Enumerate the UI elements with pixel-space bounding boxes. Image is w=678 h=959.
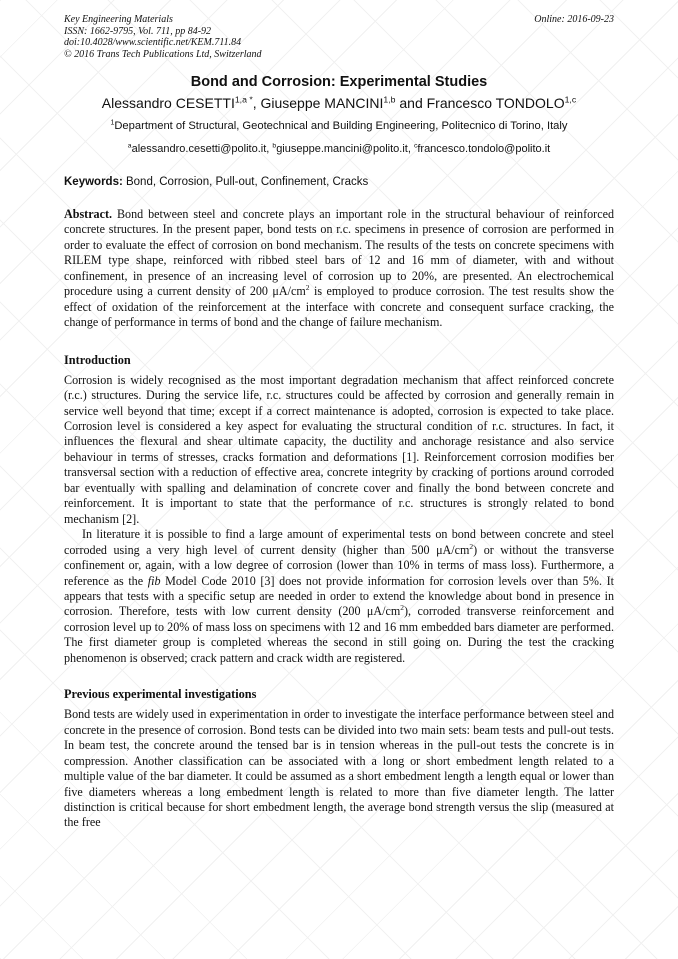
online-date: Online: 2016-09-23 (534, 14, 614, 25)
abstract-text: is employed to produce corrosion. The test results show the effect of oxidation of the reinforcement at the interface with concrete and consequent surface cracking, the change of performance in terms of bond and the change of failure mechanism. (64, 284, 614, 330)
section-heading-previous-investigations: Previous experimental investigations (64, 687, 257, 702)
email-mark: c (413, 142, 418, 150)
superscript: 2 (400, 603, 405, 613)
superscript: 2 (469, 541, 474, 551)
author-affil-mark: 1,c (564, 94, 577, 105)
author-affil-mark: 1,b (383, 94, 396, 105)
journal-info (64, 14, 262, 60)
author-affil-mark: 1,a * (234, 94, 253, 105)
journal-doi: doi:10.4028/www.scientific.net/KEM.711.84 (64, 37, 242, 48)
author-list (64, 93, 614, 113)
keywords-text: Bond, Corrosion, Pull-out, Confinement, Cracks (122, 176, 369, 188)
abstract-text: Bond between steel and concrete plays an important role in the structural behaviour of reinforced concrete structures. In the present paper, bond tests on r.c. specimens in presence of corrosion are performed in order to evaluate the effect of corrosion on bond mechanism. The results of the tests on concrete specimens with RILEM type shape, reinforced with ribbed steel bars of 12 and 16 mm of diameter, with and without confinement, in presence of an increasing level of corrosion up to 20%, are presented. An electrochemical procedure using a current density of 200 μA/cm (64, 207, 614, 299)
author-name: Francesco TONDOLO (426, 95, 565, 111)
journal-copyright: © 2016 Trans Tech Publications Ltd, Switzerland (64, 48, 262, 60)
author-separator: , (252, 95, 261, 111)
affiliation-mark: 1 (110, 119, 115, 127)
superscript: 2 (305, 283, 310, 293)
affiliation (64, 119, 614, 134)
paper-page (64, 14, 614, 831)
journal-issn: ISSN: 1662-9795, Vol. 711, pp 84-92 (64, 25, 212, 37)
paragraph-text: ), corroded transverse reinforcement and corrosion level up to 20% of mass loss on specimens with 12 and 16 mm embedded bars diameter are performed. The first diameter group is completed whereas the second in still going on. During the test the cracking phenomenon is observed; crack pattern and crack width are registered. (64, 604, 614, 665)
section-heading-introduction: Introduction (64, 352, 131, 367)
paragraph-text: ) or without the transverse confinement or, again, with a low degree of corrosion (lower than 10% in terms of mass loss). Furthermore, a reference as the (64, 542, 614, 588)
intro-paragraph-2 (64, 527, 614, 666)
abstract (64, 207, 614, 331)
keywords-label: Keywords: (64, 176, 123, 188)
journal-name: Key Engineering Materials (64, 14, 173, 25)
email-link[interactable]: giuseppe.mancini@polito.it, (276, 143, 414, 155)
abstract-label: Abstract. (64, 207, 113, 221)
email-mark: b (272, 142, 277, 150)
keywords (64, 175, 614, 189)
paragraph-text: In literature it is possible to find a large amount of experimental tests on bond between concrete and steel corroded using a very high level of current density (higher than 500 μA/cm (64, 527, 614, 557)
paragraph-text: Model Code 2010 [3] does not provide information for corrosion levels over than 5%. It appears that tests with a specific setup are needed in order to extend the knowledge about bond in presence in corrosion. Therefore, tests with low current density (200 μA/cm (64, 573, 615, 619)
journal-header (64, 14, 614, 60)
email-mark: a (127, 142, 132, 150)
email-link[interactable]: francesco.tondolo@polito.it (417, 143, 551, 155)
email-link[interactable]: alessandro.cesetti@polito.it, (131, 143, 273, 155)
fib-italic: fib (147, 573, 161, 588)
previous-paragraph-1: Bond tests are widely used in experimentation in order to investigate the interface performance between steel and concrete in the presence of corrosion. Bond tests can be divided into two main sets: beam tests and pull-out tests. In beam test, the concrete around the tensed bar is in tension whereas in the pull-out tests the concrete is in compression. Another classification can be associated with a long or short embedment length related to a multiple value of the bar diameter. It could be assumed as a short embedment length a length equal or lower than five diameters whereas a long embedment length is related to more than five diameter length. The latter distinction is critical because for short embedment length, the average bond strength versus the slip (measured at the free (64, 707, 614, 830)
intro-paragraph-1: Corrosion is widely recognised as the most important degradation mechanism that affect reinforced concrete (r.c.) structures. During the service life, r.c. structures could be affected by corrosion and generally remain in service well beyond that time; except if a correct maintenance is adopted, corrosion is expected to take place. Corrosion level is considered a key aspect for evaluating the structural condition of r.c. structures. In fact, it influences the flexural and shear ultimate capacity, the ductility and anchorage resistance and also service behaviour in terms of stresses, cracks formation and deformations [1]. Reinforcement corrosion modifies ber transversal section with a reduction of effective area, concrete integrity by cracking of portions around corroded bar eventually with spalling and delamination of concrete cover and finally the bond between concrete and reinforcement. It is important to state that the performance of r.c. structures is strongly related to bond mechanism [2]. (64, 372, 614, 526)
paper-title: Bond and Corrosion: Experimental Studies (190, 74, 488, 90)
author-name: Alessandro CESETTI (101, 95, 235, 111)
author-separator: and (395, 95, 427, 111)
affiliation-text: Department of Structural, Geotechnical and Building Engineering, Politecnico di Torino, Italy (114, 120, 568, 132)
author-emails (64, 142, 614, 157)
author-name: Giuseppe MANCINI (260, 95, 384, 111)
